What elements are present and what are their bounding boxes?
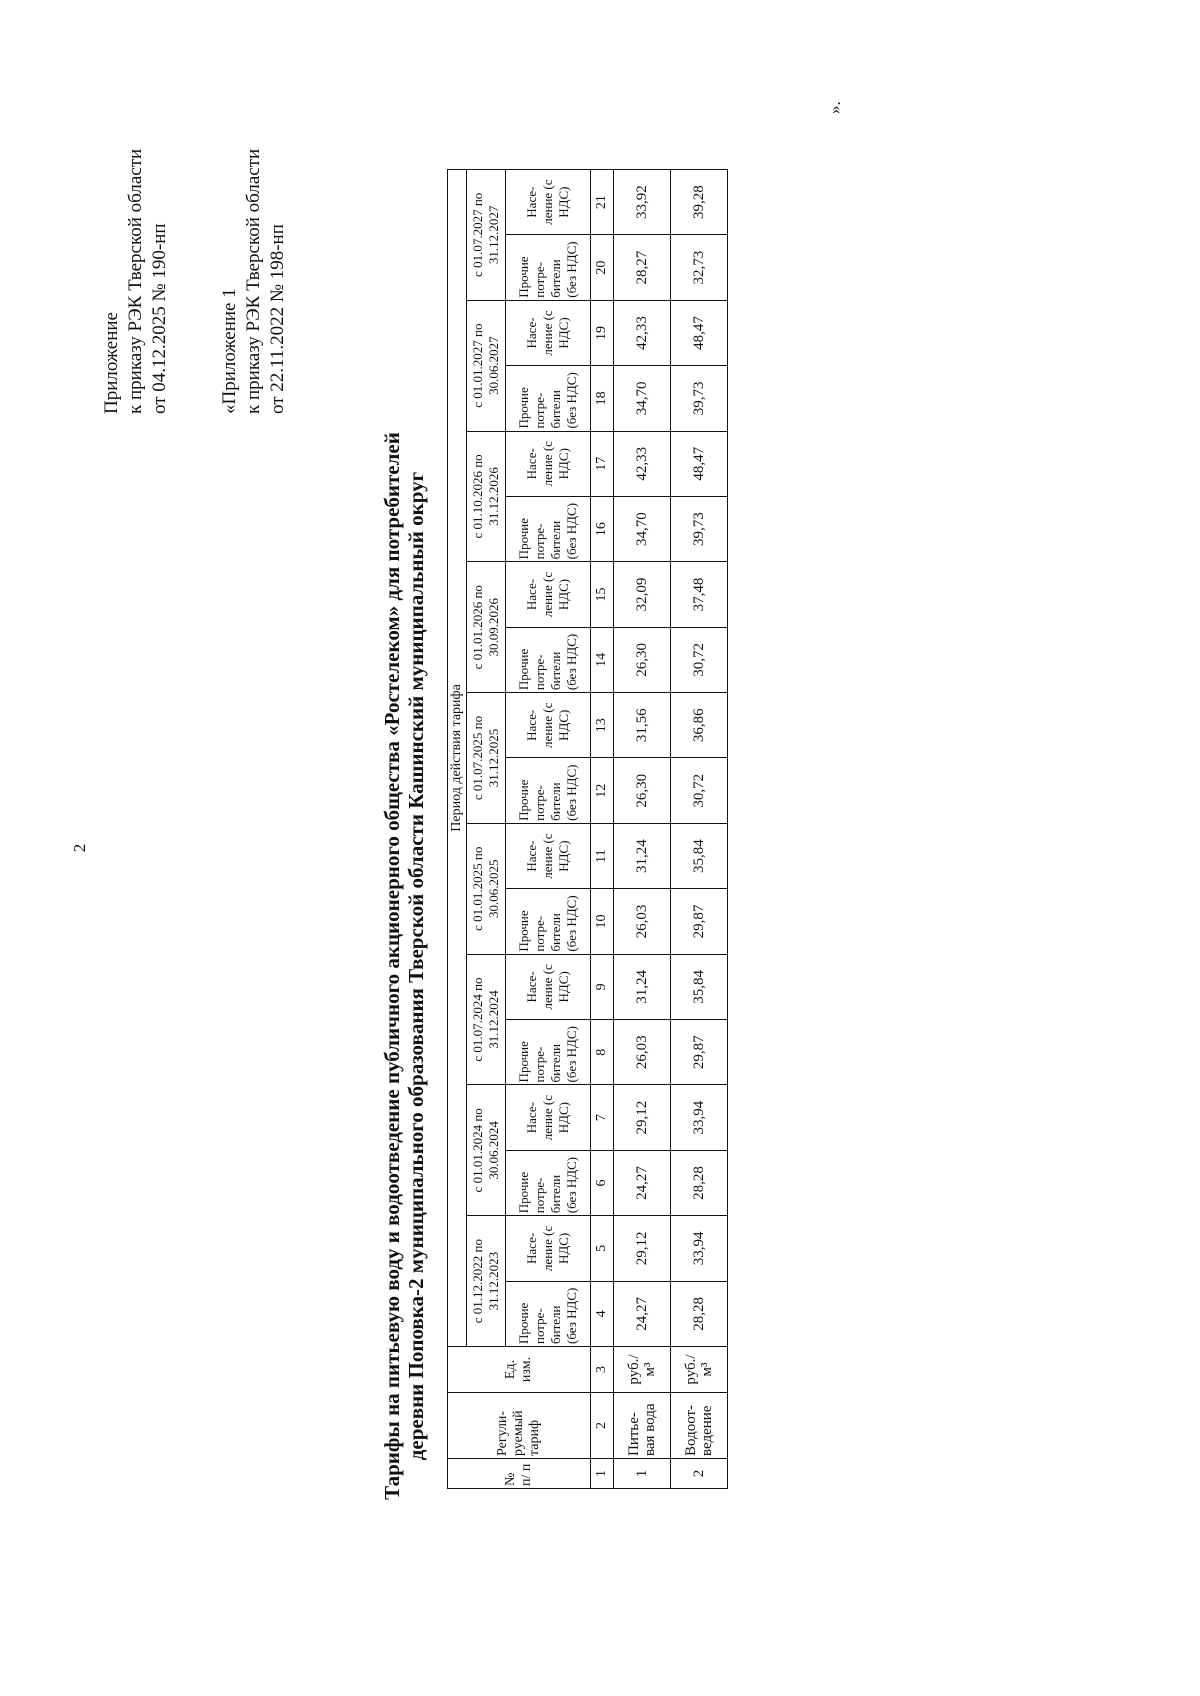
subheader-population: Насе-ление (с НДС) <box>506 1085 591 1150</box>
period-cell: с 01.01.2026 по 30.09.2026 <box>467 562 506 693</box>
col-unit-header: Ед. изм. <box>448 1347 591 1393</box>
tariff-value-cell: 33,94 <box>671 1216 728 1281</box>
tariff-value-cell: 26,30 <box>614 758 671 823</box>
column-number-cell: 9 <box>591 954 614 1019</box>
tariff-value-cell: 31,56 <box>614 693 671 758</box>
period-cell: с 01.01.2027 по 30.06.2027 <box>467 300 506 431</box>
tariff-value-cell: 39,73 <box>671 496 728 561</box>
row-number-cell: 2 <box>671 1459 728 1489</box>
period-cell: с 01.01.2025 по 30.06.2025 <box>467 823 506 954</box>
tariff-value-cell: 29,12 <box>614 1216 671 1281</box>
tariff-table <box>447 169 728 1489</box>
unit-cell: руб./м³ <box>614 1347 671 1393</box>
tariff-value-cell: 48,47 <box>671 431 728 496</box>
tariff-value-cell: 24,27 <box>614 1281 671 1346</box>
tariff-value-cell: 42,33 <box>614 300 671 365</box>
column-number-cell: 15 <box>591 562 614 627</box>
subheader-population: Насе-ление (с НДС) <box>506 169 591 234</box>
column-number-cell: 10 <box>591 889 614 954</box>
tariff-value-cell: 39,73 <box>671 366 728 431</box>
column-number-cell: 6 <box>591 1150 614 1215</box>
header-line: от 04.12.2025 № 190-нп <box>149 223 170 414</box>
tariff-value-cell: 42,33 <box>614 431 671 496</box>
column-number-cell: 8 <box>591 1020 614 1085</box>
subheader-population: Насе-ление (с НДС) <box>506 431 591 496</box>
column-number-cell: 11 <box>591 823 614 888</box>
header-line: к приказу РЭК Тверской области <box>243 148 264 414</box>
subheader-other-consumers: Прочие потре-бители (без НДС) <box>506 1020 591 1085</box>
period-cell: с 01.10.2026 по 31.12.2026 <box>467 431 506 562</box>
tariff-value-cell: 32,73 <box>671 235 728 300</box>
subheader-other-consumers: Прочие потре-бители (без НДС) <box>506 235 591 300</box>
tariff-value-cell: 29,87 <box>671 889 728 954</box>
tariff-value-cell: 28,28 <box>671 1150 728 1215</box>
row-number-cell: 1 <box>614 1459 671 1489</box>
tariff-value-cell: 28,28 <box>671 1281 728 1346</box>
period-cell: с 01.07.2024 по 31.12.2024 <box>467 954 506 1085</box>
subheader-other-consumers: Прочие потре-бители (без НДС) <box>506 1281 591 1346</box>
period-cell: с 01.07.2027 по 31.12.2027 <box>467 169 506 300</box>
unit-cell: руб./м³ <box>671 1347 728 1393</box>
subheader-population: Насе-ление (с НДС) <box>506 954 591 1019</box>
tariff-value-cell: 31,24 <box>614 823 671 888</box>
tariff-value-cell: 32,09 <box>614 562 671 627</box>
document-title <box>380 366 428 1566</box>
tariff-value-cell: 35,84 <box>671 823 728 888</box>
appendix-header <box>218 149 290 414</box>
column-number-cell: 19 <box>591 300 614 365</box>
table-row <box>614 169 671 1488</box>
closing-quote: ». <box>825 101 844 114</box>
table-row <box>671 169 728 1488</box>
tariff-value-cell: 26,03 <box>614 1020 671 1085</box>
column-number-cell: 7 <box>591 1085 614 1150</box>
tariff-value-cell: 33,92 <box>614 169 671 234</box>
header-line: от 22.11.2022 № 198-нп <box>267 224 288 414</box>
header-line: к приказу РЭК Тверской области <box>125 148 146 414</box>
column-number-cell: 5 <box>591 1216 614 1281</box>
subheader-other-consumers: Прочие потре-бители (без НДС) <box>506 627 591 692</box>
tariff-name-cell: Питье-вая вода <box>614 1393 671 1459</box>
subheader-other-consumers: Прочие потре-бители (без НДС) <box>506 366 591 431</box>
subheader-population: Насе-ление (с НДС) <box>506 562 591 627</box>
tariff-value-cell: 29,12 <box>614 1085 671 1150</box>
subheader-other-consumers: Прочие потре-бители (без НДС) <box>506 758 591 823</box>
tariff-value-cell: 30,72 <box>671 627 728 692</box>
column-number-cell: 17 <box>591 431 614 496</box>
col-tariff-header: Регули-руемый тариф <box>448 1393 591 1459</box>
title-line: деревни Поповка-2 муниципального образования Тверской области Кашинский муниципальный округ <box>404 471 428 1461</box>
tariff-value-cell: 35,84 <box>671 954 728 1019</box>
column-number-cell: 12 <box>591 758 614 823</box>
header-line: «Приложение 1 <box>219 288 240 414</box>
tariff-value-cell: 37,48 <box>671 562 728 627</box>
tariff-value-cell: 28,27 <box>614 235 671 300</box>
col-no-header: № п/ п <box>448 1459 591 1489</box>
tariff-value-cell: 39,28 <box>671 169 728 234</box>
column-number-cell: 20 <box>591 235 614 300</box>
period-row <box>467 169 506 1488</box>
column-number-cell: 14 <box>591 627 614 692</box>
tariff-name-cell: Водоот-ведение <box>671 1393 728 1459</box>
tariff-value-cell: 34,70 <box>614 496 671 561</box>
period-header: Период действия тарифа <box>448 169 467 1346</box>
tariff-value-cell: 26,30 <box>614 627 671 692</box>
column-number-cell: 2 <box>591 1393 614 1459</box>
page-number: 2 <box>70 843 89 853</box>
column-number-cell: 3 <box>591 1347 614 1393</box>
column-number-cell: 18 <box>591 366 614 431</box>
tariff-value-cell: 48,47 <box>671 300 728 365</box>
column-number-cell: 1 <box>591 1459 614 1489</box>
subheader-other-consumers: Прочие потре-бители (без НДС) <box>506 496 591 561</box>
subheader-row <box>506 169 591 1488</box>
subheader-population: Насе-ление (с НДС) <box>506 1216 591 1281</box>
tariff-value-cell: 36,86 <box>671 693 728 758</box>
title-line: Тарифы на питьевую воду и водоотведение публичного акционерного общества «Ростелеком» для потребителей <box>380 432 404 1500</box>
subheader-population: Насе-ление (с НДС) <box>506 300 591 365</box>
tariff-value-cell: 30,72 <box>671 758 728 823</box>
column-number-cell: 13 <box>591 693 614 758</box>
subheader-other-consumers: Прочие потре-бители (без НДС) <box>506 1150 591 1215</box>
column-number-cell: 21 <box>591 169 614 234</box>
tariff-value-cell: 34,70 <box>614 366 671 431</box>
tariff-value-cell: 33,94 <box>671 1085 728 1150</box>
tariff-value-cell: 29,87 <box>671 1020 728 1085</box>
tariff-table-body <box>448 169 728 1488</box>
period-cell: с 01.12.2022 по 31.12.2023 <box>467 1216 506 1347</box>
tariff-value-cell: 31,24 <box>614 954 671 1019</box>
header-line: Приложение <box>101 312 122 414</box>
order-header <box>100 149 172 414</box>
column-number-row <box>591 169 614 1488</box>
period-cell: с 01.01.2024 по 30.06.2024 <box>467 1085 506 1216</box>
tariff-value-cell: 24,27 <box>614 1150 671 1215</box>
column-number-cell: 16 <box>591 496 614 561</box>
subheader-population: Насе-ление (с НДС) <box>506 823 591 888</box>
column-number-cell: 4 <box>591 1281 614 1346</box>
tariff-value-cell: 26,03 <box>614 889 671 954</box>
subheader-population: Насе-ление (с НДС) <box>506 693 591 758</box>
period-cell: с 01.07.2025 по 31.12.2025 <box>467 693 506 824</box>
subheader-other-consumers: Прочие потре-бители (без НДС) <box>506 889 591 954</box>
